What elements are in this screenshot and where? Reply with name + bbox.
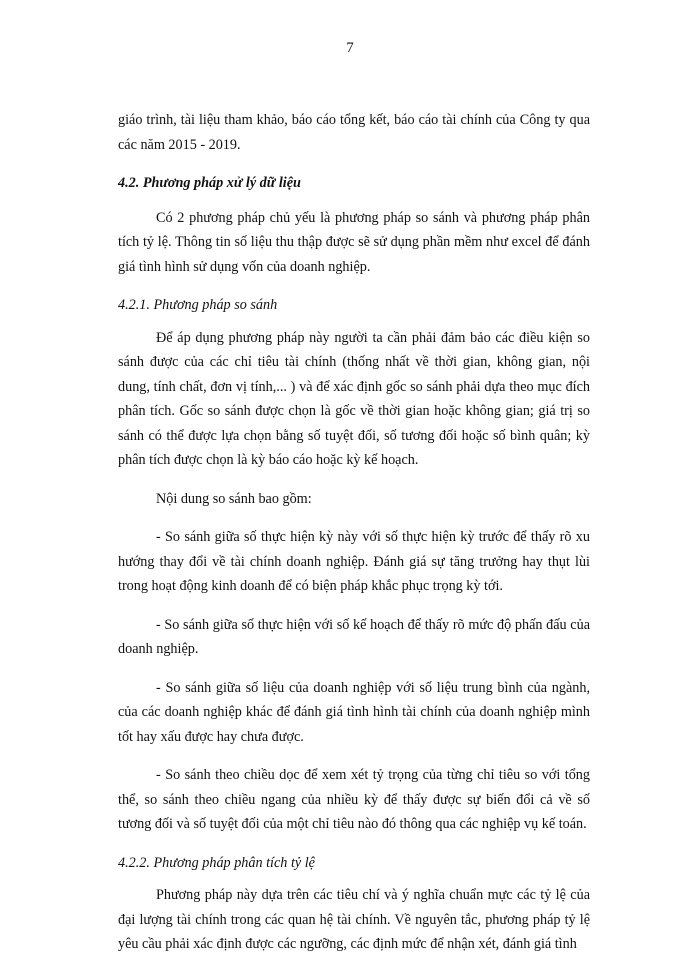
comparison-intro: Nội dung so sánh bao gồm: <box>156 490 312 507</box>
ratio-method-paragraph: Phương pháp này dựa trên các tiêu chí và ý nghĩa chuẩn mực các tỷ lệ của đại lượng tài chính trong các quan hệ tài chính. Về nguyên tắc, phương pháp tỷ lệ yêu cầu phải xác định được các ngưỡng, các định mức để nhận xét, đánh giá tình <box>118 887 590 952</box>
comparison-item: - So sánh giữa số liệu của doanh nghiệp với số liệu trung bình của ngành, của các doanh nghiệp khác để đánh giá tình hình tài chính của doanh nghiệp mình tốt hay xấu được hay chưa được. <box>118 679 590 745</box>
comparison-item: - So sánh giữa số thực hiện với số kế hoạch để thấy rõ mức độ phấn đấu của doanh nghiệp. <box>118 616 590 657</box>
page-number: 7 <box>346 40 354 56</box>
comparison-method-paragraph: Để áp dụng phương pháp này người ta cần phải đảm bảo các điều kiện so sánh được của các chỉ tiêu tài chính (thống nhất về thời gian, không gian, nội dung, tính chất, đơn vị tính,... ) và để xác định gốc so sánh phải dựa theo mục đích phân tích. Gốc so sánh được chọn là gốc về thời gian hoặc không gian; giá trị so sánh có thể được lựa chọn bằng số tuyệt đối, số tương đối hoặc số bình quân; kỳ phân tích được chọn là kỳ báo cáo hoặc kỳ kế hoạch. <box>118 329 590 468</box>
intro-paragraph: giáo trình, tài liệu tham khảo, báo cáo tổng kết, báo cáo tài chính của Công ty qua các năm 2015 - 2019. <box>118 112 590 153</box>
section-paragraph: Có 2 phương pháp chủ yếu là phương pháp so sánh và phương pháp phân tích tỷ lệ. Thông tin số liệu thu thập được sẽ sử dụng phần mềm như excel để đánh giá tình hình sử dụng vốn của doanh nghiệp. <box>118 209 590 275</box>
subsection-heading-comparison: 4.2.1. Phương pháp so sánh <box>118 297 278 313</box>
document-body <box>118 108 590 971</box>
section-heading: 4.2. Phương pháp xử lý dữ liệu <box>118 175 301 191</box>
subsection-heading-ratio: 4.2.2. Phương pháp phân tích tỷ lệ <box>118 854 315 871</box>
comparison-item: - So sánh theo chiều dọc để xem xét tỷ trọng của từng chỉ tiêu so với tổng thể, so sánh theo chiều ngang của nhiều kỳ để thấy được sự biến đổi cả về số tương đối và số tuyệt đối của một chỉ tiêu nào đó thông qua các nghiệp vụ kế toán. <box>118 767 590 832</box>
comparison-item: - So sánh giữa số thực hiện kỳ này với số thực hiện kỳ trước để thấy rõ xu hướng thay đổi về tài chính doanh nghiệp. Đánh giá sự tăng trưởng hay thụt lùi trong hoạt động kinh doanh để có biện pháp khắc phục trọng kỳ tới. <box>118 529 590 594</box>
